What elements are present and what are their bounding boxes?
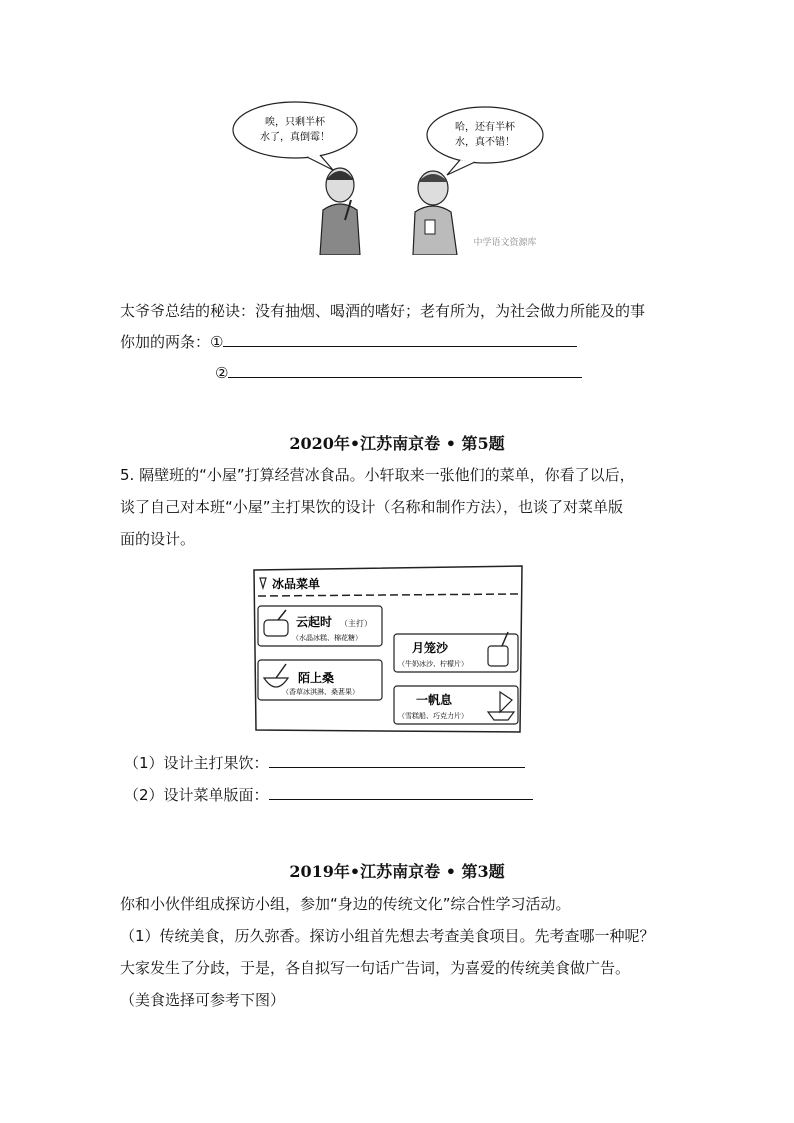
sub-question-1-label: （1）设计主打果饮： [124, 754, 269, 772]
sad-person-figure [320, 168, 360, 255]
menu-item-2 [394, 632, 518, 672]
left-bubble-line-2: 水了，真倒霉！ [260, 132, 330, 143]
right-bubble-line-2: 水，真不错！ [455, 137, 515, 148]
svg-text:云起时: 云起时 [296, 615, 333, 629]
svg-text:一帆息: 一帆息 [416, 693, 453, 707]
section3-line-4: （美食选择可参考下图） [120, 991, 286, 1009]
menu-item-4 [394, 686, 518, 724]
menu-item-1 [258, 606, 382, 646]
answer-blank-4[interactable] [269, 784, 533, 800]
right-bubble-line-1: 哈，还有半杯 [455, 122, 515, 133]
svg-text:陌上桑: 陌上桑 [298, 671, 335, 685]
section2-heading: 2020年•江苏南京卷 • 第5题 [289, 434, 505, 453]
happy-person-figure [413, 171, 457, 255]
svg-text:月笼沙: 月笼沙 [412, 641, 449, 655]
left-speech-bubble [233, 102, 357, 158]
sub-question-1 [124, 752, 525, 774]
left-bubble-line-1: 唉，只剩半杯 [265, 117, 325, 128]
sub-question-2-label: （2）设计菜单版面： [124, 786, 269, 804]
sub-question-2 [124, 784, 533, 806]
svg-text:（雪糕船、巧克力片）: （雪糕船、巧克力片） [398, 712, 468, 720]
menu-item-3 [258, 660, 382, 700]
section1-line-3-label: ② [215, 364, 229, 382]
answer-blank-3[interactable] [269, 752, 525, 768]
right-speech-bubble [427, 107, 543, 163]
svg-text:（水晶冰糕、棉花糖）: （水晶冰糕、棉花糖） [292, 634, 362, 642]
section1-line-2-label: 你加的两条：① [120, 333, 224, 351]
svg-text:（牛奶冰沙、柠檬片）: （牛奶冰沙、柠檬片） [398, 660, 468, 668]
ice-menu-image [252, 564, 524, 734]
section3-line-1: 你和小伙伴组成探访小组，参加“身边的传统文化”综合性学习活动。 [120, 895, 571, 913]
section3-line-3: 大家发生了分歧，于是，各自拟写一句话广告词，为喜爱的传统美食做广告。 [120, 959, 631, 977]
svg-text:（香草冰淇淋、桑葚果）: （香草冰淇淋、桑葚果） [282, 688, 359, 696]
section2-question-line-1: 5. 隔壁班的“小屋”打算经营冰食品。小轩取来一张他们的菜单，你看了以后， [120, 466, 635, 484]
menu-title-text: 冰品菜单 [272, 577, 321, 591]
svg-text:（主打）: （主打） [340, 619, 372, 628]
section1-line-1: 太爷爷总结的秘诀：没有抽烟、喝酒的嗜好；老有所为，为社会做力所能及的事 [120, 302, 646, 320]
section3-line-2: （1）传统美食，历久弥香。探访小组首先想去考查美食项目。先考查哪一种呢？ [120, 927, 655, 945]
section1-line-3 [215, 362, 582, 384]
section3-heading: 2019年•江苏南京卷 • 第3题 [289, 862, 505, 881]
section1-line-2 [120, 331, 577, 353]
cartoon-illustration [225, 100, 555, 255]
section2-question-line-3: 面的设计。 [120, 530, 196, 548]
answer-blank-2[interactable] [228, 362, 582, 378]
answer-blank-1[interactable] [223, 331, 577, 347]
section2-question-line-2: 谈了自己对本班“小屋”主打果饮的设计（名称和制作方法），也谈了对菜单版 [120, 498, 624, 516]
watermark: 中学语文资源库 [473, 238, 537, 248]
